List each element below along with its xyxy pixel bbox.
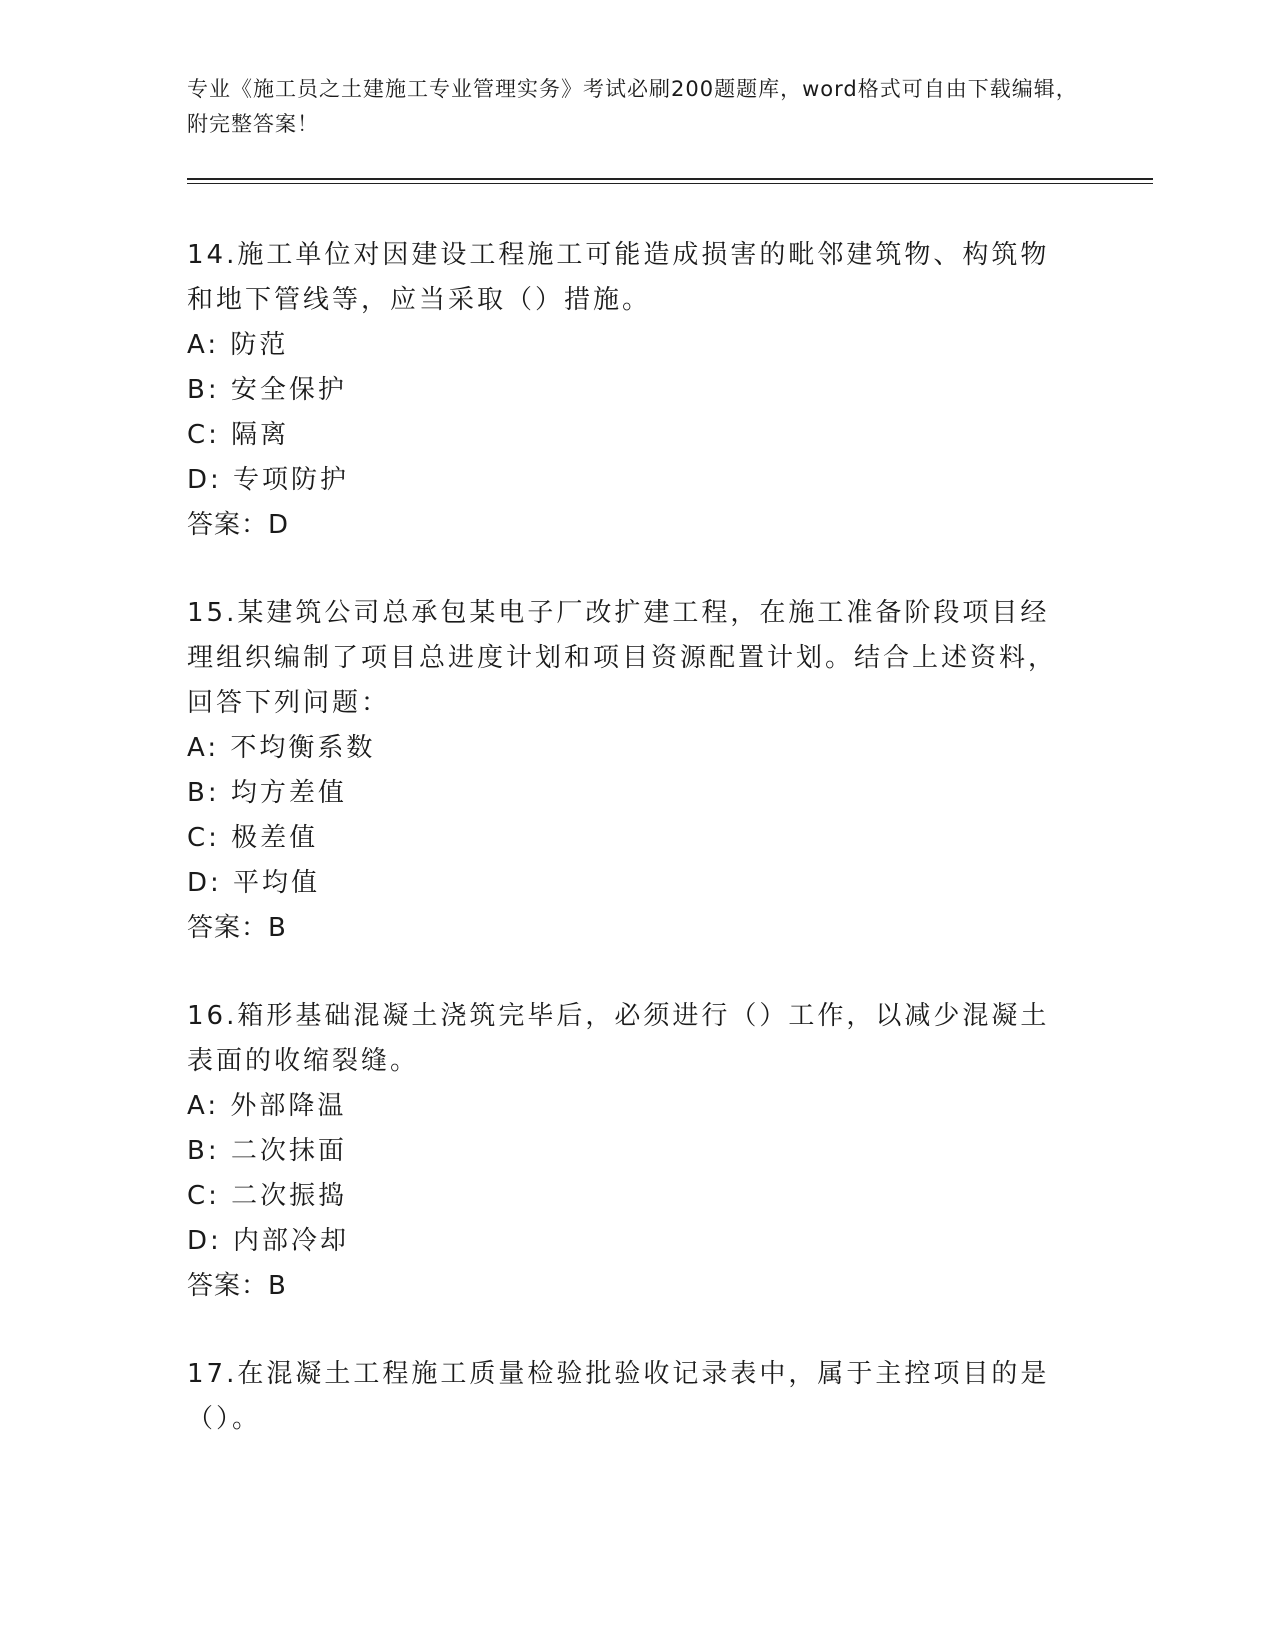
option-b: B: 二次抹面 — [187, 1136, 347, 1166]
answer: 答案：D — [187, 510, 290, 540]
question-17 — [187, 1352, 1077, 1442]
question-14 — [187, 233, 1077, 548]
answer: 答案：B — [187, 1271, 287, 1301]
header-text: 专业《施工员之土建施工专业管理实务》考试必刷200题题库，word格式可自由下载编辑，附完整答案！ — [187, 77, 1078, 136]
option-a: A: 不均衡系数 — [187, 733, 376, 763]
option-b: B: 均方差值 — [187, 778, 347, 808]
question-15 — [187, 591, 1077, 951]
question-text: 16.箱形基础混凝土浇筑完毕后，必须进行（）工作，以减少混凝土表面的收缩裂缝。 — [187, 1001, 1050, 1076]
option-c: C: 极差值 — [187, 823, 319, 853]
option-d: D: 平均值 — [187, 868, 321, 898]
question-text: 14.施工单位对因建设工程施工可能造成损害的毗邻建筑物、构筑物和地下管线等，应当采取（）措施。 — [187, 240, 1050, 315]
option-a: A: 外部降温 — [187, 1091, 347, 1121]
option-b: B: 安全保护 — [187, 375, 347, 405]
answer: 答案：B — [187, 913, 287, 943]
option-d: D: 专项防护 — [187, 465, 350, 495]
question-16 — [187, 994, 1077, 1309]
header-divider — [187, 178, 1153, 184]
option-c: C: 二次振捣 — [187, 1181, 348, 1211]
question-text: 15.某建筑公司总承包某电子厂改扩建工程，在施工准备阶段项目经理组织编制了项目总进度计划和项目资源配置计划。结合上述资料，回答下列问题： — [187, 598, 1058, 718]
question-text: 17.在混凝土工程施工质量检验批验收记录表中，属于主控项目的是（）。 — [187, 1359, 1050, 1434]
question-list — [187, 233, 1077, 1485]
option-c: C: 隔离 — [187, 420, 290, 450]
document-header — [187, 72, 1087, 142]
option-a: A: 防范 — [187, 330, 289, 360]
option-d: D: 内部冷却 — [187, 1226, 350, 1256]
